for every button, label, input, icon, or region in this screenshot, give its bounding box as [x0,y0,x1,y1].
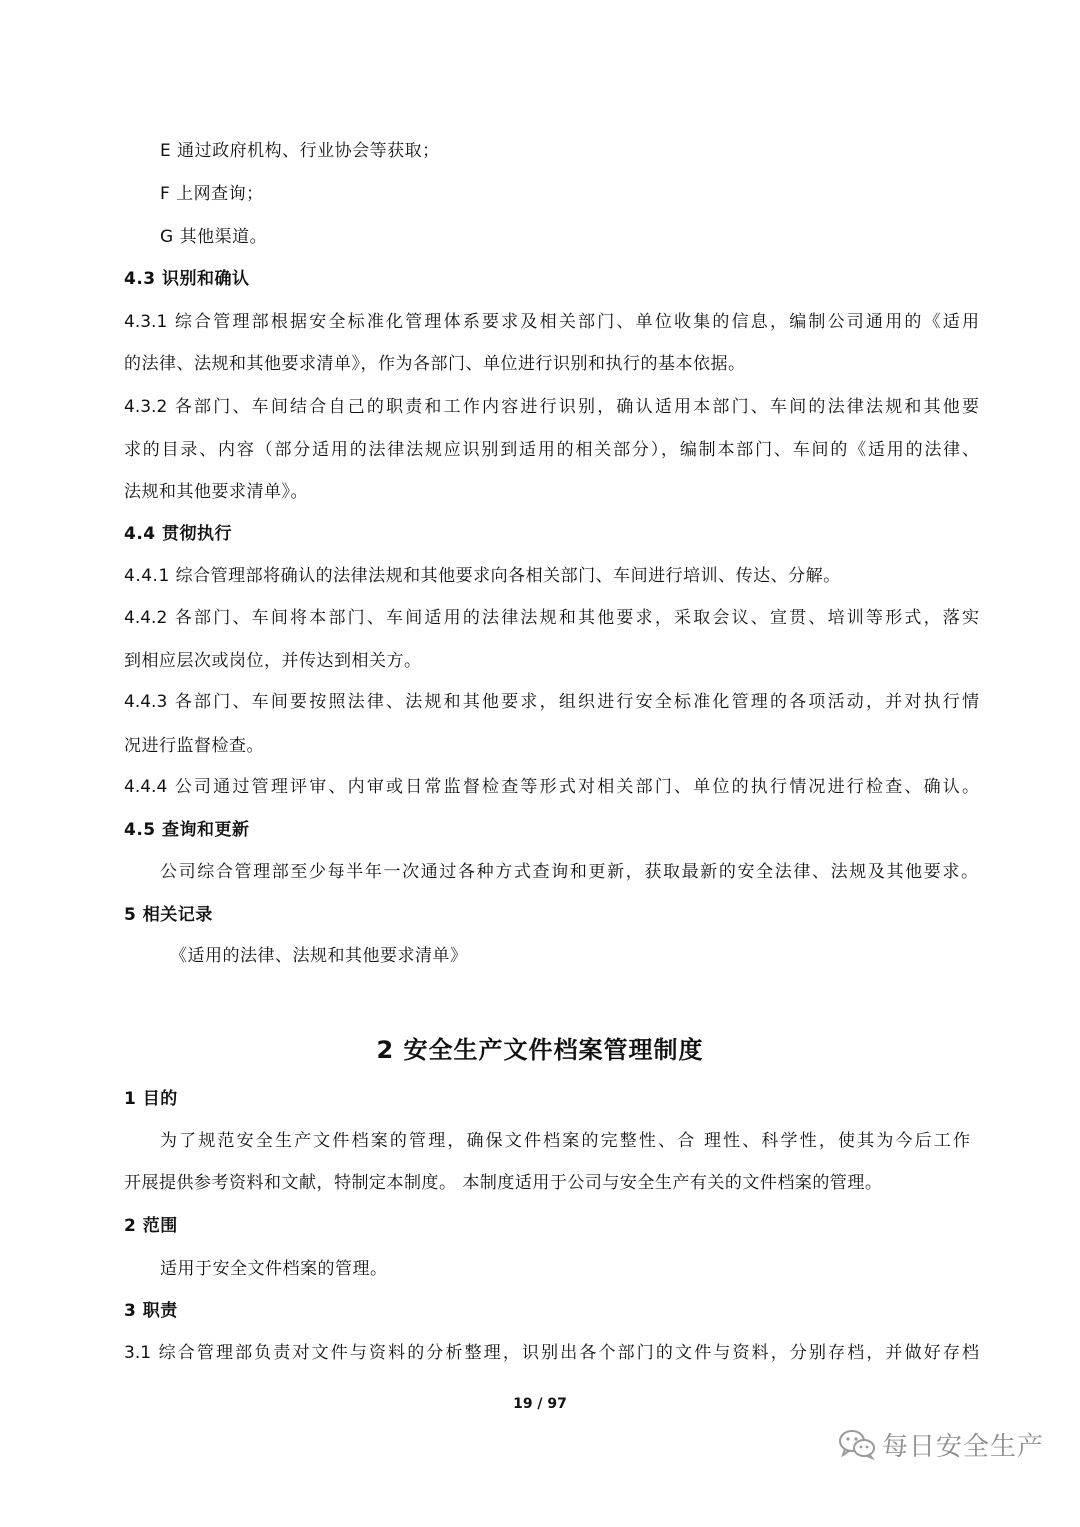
watermark [838,1422,1044,1466]
paragraph-purpose-line-2: 开展提供参考资料和文献，特制定本制度。 本制度适用于公司与安全生产有关的文件档案的管理。 [124,1173,883,1193]
paragraph-4-4-3-line-2: 况进行监督检查。 [124,736,264,756]
heading-4-4: 4.4 贯彻执行 [124,524,233,544]
section-title: 2 安全生产文件档案管理制度 [376,1036,704,1064]
heading-4-5: 4.5 查询和更新 [124,820,250,840]
paragraph-4-4-2-line-1: 4.4.2 各部门、车间将本部门、车间适用的法律法规和其他要求，采取会议、宣贯、培训等形式，落实 [124,608,979,628]
paragraph-4-4-3-line-1: 4.4.3 各部门、车间要按照法律、法规和其他要求，组织进行安全标准化管理的各项活动，并对执行情 [124,692,979,712]
paragraph-3-1: 3.1 综合管理部负责对文件与资料的分析整理，识别出各个部门的文件与资料，分别存档，并做好存档 [124,1343,979,1363]
paragraph-4-3-2-line-3: 法规和其他要求清单》。 [124,482,308,502]
paragraph-4-3-1-line-1: 4.3.1 综合管理部根据安全标准化管理体系要求及相关部门、单位收集的信息，编制公司通用的《适用 [124,312,979,332]
paragraph-4-3-1-line-2: 的法律、法规和其他要求清单》，作为各部门、单位进行识别和执行的基本依据。 [124,354,746,374]
list-item-f: F 上网查询； [160,184,264,204]
paragraph-purpose-line-1: 为了规范安全生产文件档案的管理，确保文件档案的完整性、合 理性、科学性，使其为今后工作 [160,1131,970,1151]
record-item: 《适用的法律、法规和其他要求清单》 [170,946,468,966]
heading-purpose: 1 目的 [124,1089,178,1109]
paragraph-4-4-1: 4.4.1 综合管理部将确认的法律法规和其他要求向各相关部门、车间进行培训、传达、分解。 [124,566,841,586]
paragraph-4-5: 公司综合管理部至少每半年一次通过各种方式查询和更新，获取最新的安全法律、法规及其他要求。 [160,862,978,882]
paragraph-4-4-2-line-2: 到相应层次或岗位，并传达到相关方。 [124,651,422,671]
paragraph-scope: 适用于安全文件档案的管理。 [160,1259,388,1279]
heading-4-3: 4.3 识别和确认 [124,269,250,289]
heading-scope: 2 范围 [124,1216,178,1236]
paragraph-4-3-2-line-2: 求的目录、内容（部分适用的法律法规应识别到适用的相关部分），编制本部门、车间的《适用的法律、 [124,440,979,460]
watermark-text: 每日安全生产 [882,1431,1045,1462]
paragraph-4-3-2-line-1: 4.3.2 各部门、车间结合自己的职责和工作内容进行识别，确认适用本部门、车间的法律法规和其他要 [124,397,979,417]
list-item-e: E 通过政府机构、行业协会等获取； [160,141,440,161]
heading-duties: 3 职责 [124,1301,178,1321]
page-number: 19 / 97 [513,1396,567,1412]
wechat-icon [838,1428,876,1460]
paragraph-4-4-4: 4.4.4 公司通过管理评审、内审或日常监督检查等形式对相关部门、单位的执行情况进行检查、确认。 [124,777,979,797]
heading-5: 5 相关记录 [124,905,213,925]
list-item-g: G 其他渠道。 [160,227,268,247]
